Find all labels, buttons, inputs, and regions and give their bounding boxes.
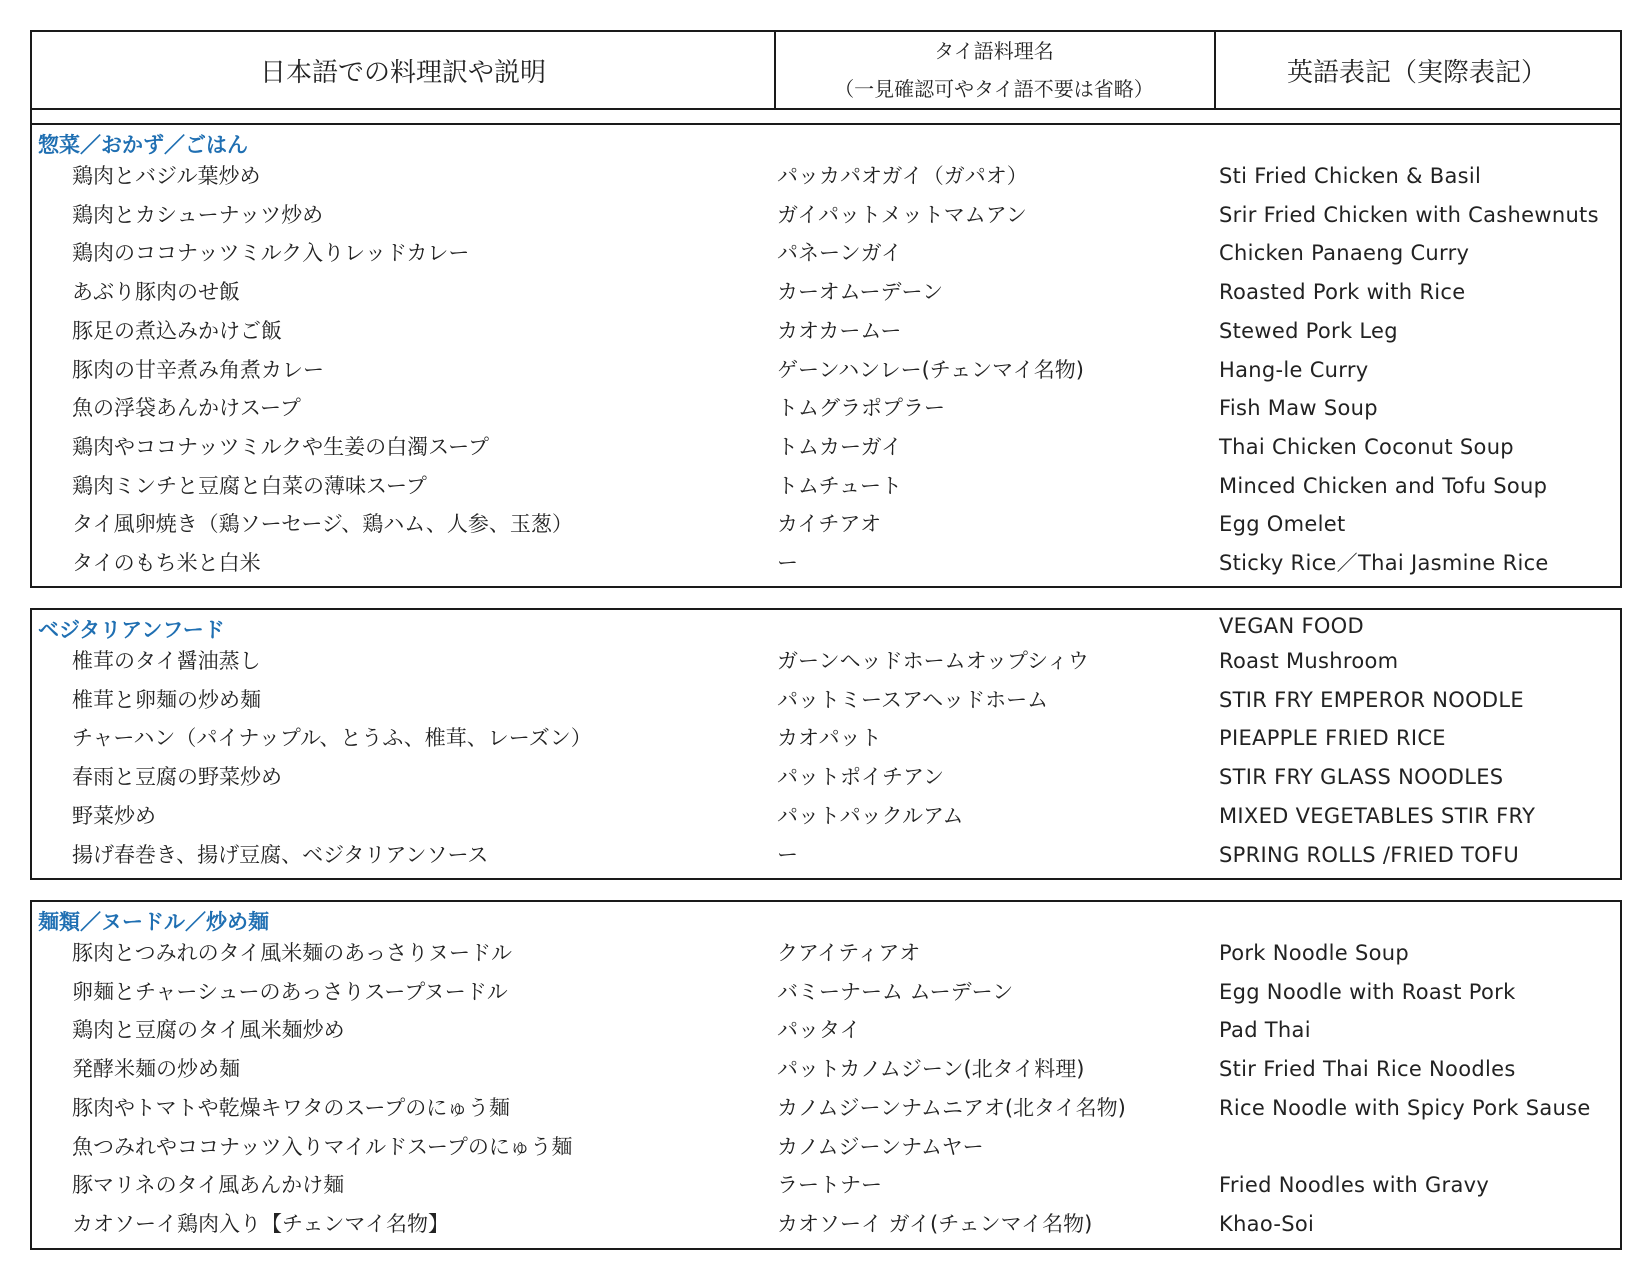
- table-row: [32, 681, 1620, 719]
- table-row: [32, 758, 1620, 796]
- dish-japanese: 春雨と豆腐の野菜炒め: [72, 765, 282, 790]
- dish-japanese: 椎茸のタイ醤油蒸し: [72, 649, 261, 673]
- dish-japanese: 魚の浮袋あんかけスープ: [72, 396, 301, 421]
- table-row: [32, 1166, 1620, 1204]
- dish-thai-name: パットポイチアン: [777, 765, 945, 790]
- dish-thai-name: カーオムーデーン: [777, 280, 944, 305]
- dish-japanese: 豚マリネのタイ風あんかけ麺: [72, 1173, 345, 1198]
- dish-english: Egg Omelet: [1219, 512, 1346, 537]
- table-row: [32, 196, 1620, 234]
- dish-thai-name: パットカノムジーン(北タイ料理): [777, 1057, 1085, 1082]
- dish-english: Hang-le Curry: [1219, 357, 1369, 382]
- header-col-english-label: 英語表記（実際表記）: [1286, 57, 1547, 88]
- dish-japanese: 揚げ春巻き、揚げ豆腐、ベジタリアンソース: [72, 842, 489, 867]
- dish-english: Stewed Pork Leg: [1219, 318, 1398, 343]
- dish-thai-name: カオソーイ ガイ(チェンマイ名物): [777, 1211, 1093, 1236]
- table-row: [32, 351, 1620, 389]
- dish-thai-name: パットミースアヘッドホーム: [777, 687, 1049, 712]
- dish-japanese: 椎茸と卵麺の炒め麺: [72, 687, 261, 712]
- dish-english: Minced Chicken and Tofu Soup: [1219, 473, 1548, 498]
- dish-english: Chicken Panaeng Curry: [1219, 241, 1470, 266]
- dish-thai-name: カノムジーンナムニアオ(北タイ名物): [777, 1095, 1126, 1120]
- dish-english: Thai Chicken Coconut Soup: [1219, 434, 1514, 459]
- dish-thai-name: ガーンヘッドホームオップシィウ: [777, 649, 1089, 673]
- table-row: [32, 467, 1620, 505]
- header-col-thai-label: タイ語料理名: [934, 39, 1054, 63]
- table-row: [32, 836, 1620, 874]
- dish-thai-name: トムカーガイ: [777, 434, 902, 459]
- header-row: [32, 32, 1620, 110]
- dish-japanese: 鶏肉と豆腐のタイ風米麺炒め: [72, 1018, 345, 1043]
- table-row: [32, 234, 1620, 272]
- dish-english: Rice Noodle with Spicy Pork Sause: [1219, 1095, 1591, 1120]
- dish-thai-name: トムグラポプラー: [777, 396, 945, 421]
- header-col-japanese: [32, 32, 776, 108]
- dish-english: Stir Fried Thai Rice Noodles: [1219, 1057, 1516, 1082]
- dish-japanese: 発酵米麺の炒め麺: [72, 1057, 240, 1082]
- dish-japanese: 鶏肉ミンチと豆腐と白菜の薄味スープ: [72, 473, 427, 498]
- table-row: [32, 505, 1620, 543]
- table-row: [32, 428, 1620, 466]
- dish-thai-name: カオパット: [777, 726, 882, 751]
- dish-english: MIXED VEGETABLES STIR FRY: [1219, 803, 1536, 828]
- dish-japanese: 卵麺とチャーシューのあっさりスープヌードル: [72, 979, 508, 1004]
- dish-english: Fried Noodles with Gravy: [1219, 1173, 1490, 1198]
- table-row: [32, 157, 1620, 195]
- dish-thai-name: パネーンガイ: [777, 241, 902, 266]
- dish-thai-name: ゲーンハンレー(チェンマイ名物): [777, 357, 1084, 382]
- dish-thai-name: カイチアオ: [777, 512, 882, 537]
- dish-thai-name: ー: [777, 842, 798, 867]
- dish-thai-name: パッカパオガイ（ガパオ）: [777, 164, 1028, 188]
- dish-japanese: 豚肉とつみれのタイ風米麺のあっさりヌードル: [72, 941, 512, 965]
- section-side-dishes: [30, 123, 1622, 588]
- table-row: [32, 1128, 1620, 1166]
- dish-japanese: 豚足の煮込みかけご飯: [72, 318, 282, 343]
- dish-english: Egg Noodle with Roast Pork: [1219, 979, 1516, 1004]
- dish-english: Roasted Pork with Rice: [1219, 280, 1466, 305]
- dish-thai-name: クアイティアオ: [777, 941, 921, 965]
- header-col-japanese-label: 日本語での料理訳や説明: [259, 57, 546, 88]
- table-row: [32, 934, 1620, 972]
- dish-english: PIEAPPLE FRIED RICE: [1219, 726, 1446, 751]
- dish-english: Pad Thai: [1219, 1018, 1311, 1043]
- dish-thai-name: カノムジーンナムヤー: [777, 1134, 984, 1159]
- dish-english: STIR FRY GLASS NOODLES: [1219, 765, 1504, 790]
- table-row: [32, 642, 1620, 680]
- dish-japanese: 豚肉やトマトや乾燥キワタのスープのにゅう麺: [72, 1095, 510, 1120]
- table-row: [32, 389, 1620, 427]
- header-col-english: [1214, 32, 1620, 108]
- dish-thai-name: カオカームー: [777, 318, 902, 343]
- table-header: [30, 30, 1622, 125]
- header-col-thai: [774, 32, 1216, 108]
- table-row: [32, 544, 1620, 582]
- dish-japanese: タイのもち米と白米: [72, 551, 261, 575]
- dish-japanese: チャーハン（パイナップル、とうふ、椎茸、レーズン）: [72, 726, 592, 751]
- dish-english: Roast Mushroom: [1219, 649, 1399, 673]
- dish-japanese: 鶏肉とバジル葉炒め: [72, 164, 261, 188]
- table-row: [32, 1205, 1620, 1243]
- header-col-thai-note: （一見確認可やタイ語不要は省略）: [834, 77, 1154, 101]
- section-title-english: VEGAN FOOD: [1219, 614, 1364, 638]
- section-title: ベジタリアンフード: [38, 618, 225, 642]
- dish-japanese: 鶏肉のココナッツミルク入りレッドカレー: [72, 241, 470, 266]
- section-title: 惣菜／おかず／ごはん: [38, 133, 248, 157]
- dish-japanese: あぶり豚肉のせ飯: [72, 280, 240, 305]
- dish-english: Khao-Soi: [1219, 1211, 1315, 1236]
- dish-thai-name: ラートナー: [777, 1173, 882, 1198]
- dish-english: Sticky Rice／Thai Jasmine Rice: [1219, 551, 1549, 575]
- table-row: [32, 273, 1620, 311]
- dish-english: Sti Fried Chicken & Basil: [1219, 164, 1482, 188]
- table-row: [32, 797, 1620, 835]
- dish-english: Fish Maw Soup: [1219, 396, 1378, 421]
- section-noodles: [30, 900, 1622, 1250]
- table-row: [32, 1050, 1620, 1088]
- section-title: 麺類／ヌードル／炒め麺: [38, 910, 269, 934]
- dish-thai-name: パットパックルアム: [777, 803, 964, 828]
- dish-japanese: 魚つみれやココナッツ入りマイルドスープのにゅう麺: [72, 1134, 573, 1159]
- dish-thai-name: トムチュート: [777, 473, 902, 498]
- dish-japanese: 鶏肉やココナッツミルクや生姜の白濁スープ: [72, 434, 490, 459]
- section-vegetarian: [30, 608, 1622, 880]
- table-row: [32, 973, 1620, 1011]
- dish-japanese: 野菜炒め: [72, 803, 156, 828]
- dish-japanese: タイ風卵焼き（鶏ソーセージ、鶏ハム、人参、玉葱）: [72, 512, 573, 537]
- dish-japanese: カオソーイ鶏肉入り【チェンマイ名物】: [72, 1211, 449, 1236]
- dish-english: Pork Noodle Soup: [1219, 941, 1410, 965]
- dish-japanese: 豚肉の甘辛煮み角煮カレー: [72, 357, 324, 382]
- dish-thai-name: ー: [777, 551, 798, 575]
- dish-thai-name: パッタイ: [777, 1018, 861, 1043]
- dish-japanese: 鶏肉とカシューナッツ炒め: [72, 202, 324, 227]
- dish-thai-name: バミーナーム ムーデーン: [777, 979, 1014, 1004]
- dish-thai-name: ガイパットメットマムアン: [777, 202, 1027, 227]
- table-row: [32, 1011, 1620, 1049]
- table-row: [32, 312, 1620, 350]
- dish-english: STIR FRY EMPEROR NOODLE: [1219, 687, 1524, 712]
- table-row: [32, 719, 1620, 757]
- dish-english: Srir Fried Chicken with Cashewnuts: [1219, 202, 1599, 227]
- dish-english: SPRING ROLLS /FRIED TOFU: [1219, 842, 1520, 867]
- table-row: [32, 1089, 1620, 1127]
